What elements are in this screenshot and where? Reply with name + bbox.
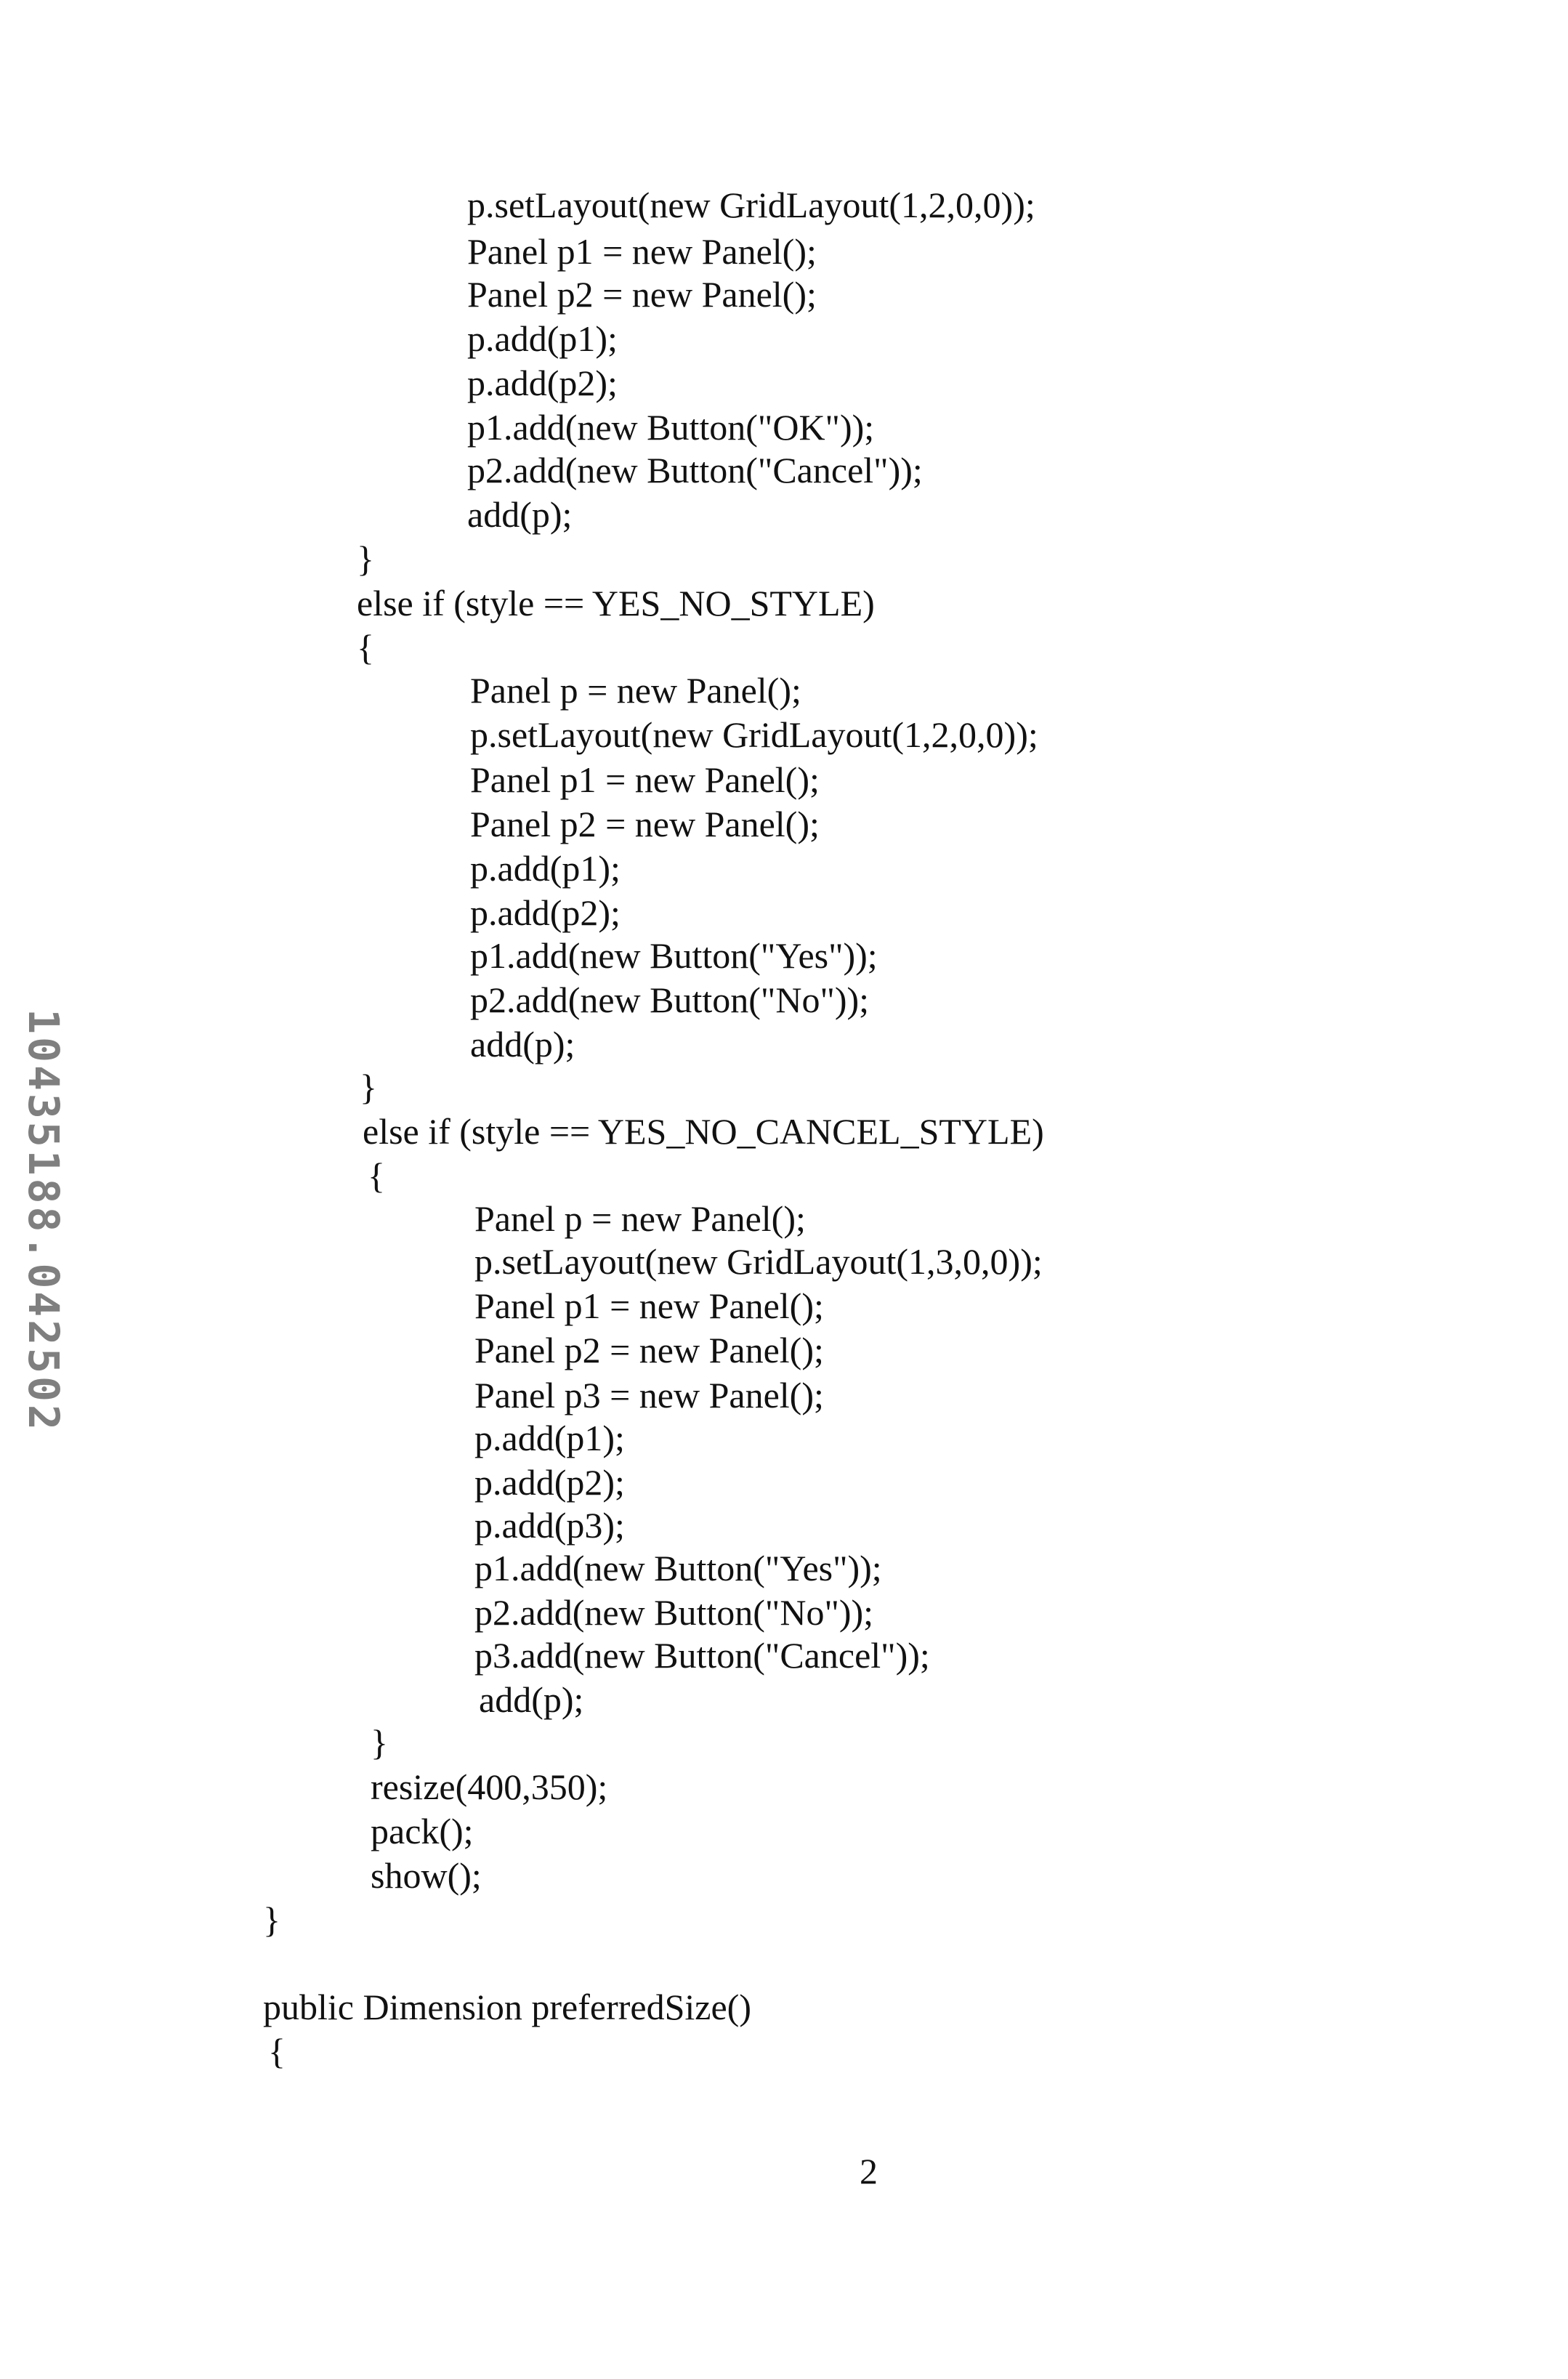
page-number: 2 — [860, 2149, 878, 2193]
code-line: { — [368, 1154, 385, 1197]
code-line: Panel p2 = new Panel(); — [474, 1328, 824, 1372]
code-line: Panel p = new Panel(); — [470, 669, 801, 712]
code-line: p.add(p1); — [474, 1416, 625, 1460]
code-line: add(p); — [479, 1678, 583, 1721]
side-stamp — [22, 923, 65, 1519]
code-line: p.add(p1); — [467, 317, 618, 360]
code-line: } — [263, 1898, 280, 1942]
code-line: Panel p2 = new Panel(); — [467, 272, 817, 316]
code-line: p1.add(new Button("OK")); — [467, 405, 874, 449]
code-line: show(); — [371, 1854, 482, 1897]
code-line: else if (style == YES_NO_CANCEL_STYLE) — [363, 1110, 1044, 1153]
code-line: { — [268, 2029, 286, 2073]
code-line: p.setLayout(new GridLayout(1,2,0,0)); — [470, 713, 1038, 756]
code-line: p.setLayout(new GridLayout(1,3,0,0)); — [474, 1240, 1043, 1283]
code-line: { — [357, 626, 374, 669]
code-line: p.add(p2); — [474, 1461, 625, 1504]
code-line: } — [371, 1721, 388, 1764]
code-line: } — [357, 537, 374, 581]
code-line: p1.add(new Button("Yes")); — [470, 934, 878, 977]
code-line: add(p); — [470, 1022, 575, 1066]
code-line: } — [360, 1065, 377, 1109]
code-line: p2.add(new Button("No")); — [470, 978, 869, 1022]
code-line: Panel p1 = new Panel(); — [467, 230, 817, 273]
code-line: p.add(p1); — [470, 847, 621, 890]
code-line: Panel p3 = new Panel(); — [474, 1373, 824, 1417]
code-line: else if (style == YES_NO_STYLE) — [357, 581, 875, 625]
code-line: add(p); — [467, 493, 572, 536]
code-line: Panel p = new Panel(); — [474, 1197, 806, 1240]
code-line: Panel p2 = new Panel(); — [470, 802, 820, 846]
code-line: p1.add(new Button("Yes")); — [474, 1546, 882, 1590]
side-stamp-text: 10435188.042502 — [19, 1009, 68, 1433]
code-line: resize(400,350); — [371, 1765, 607, 1809]
code-line: p.setLayout(new GridLayout(1,2,0,0)); — [467, 183, 1035, 227]
code-line: public Dimension preferredSize() — [263, 1985, 751, 2029]
code-line: Panel p1 = new Panel(); — [474, 1284, 824, 1328]
code-line: p.add(p2); — [470, 891, 621, 934]
code-line: p3.add(new Button("Cancel")); — [474, 1633, 930, 1677]
code-line: p2.add(new Button("Cancel")); — [467, 448, 923, 492]
code-line: p2.add(new Button("No")); — [474, 1591, 873, 1634]
code-line: Panel p1 = new Panel(); — [470, 758, 820, 801]
code-line: p.add(p2); — [467, 361, 618, 405]
code-line: pack(); — [371, 1809, 474, 1853]
code-line: p.add(p3); — [474, 1503, 625, 1547]
